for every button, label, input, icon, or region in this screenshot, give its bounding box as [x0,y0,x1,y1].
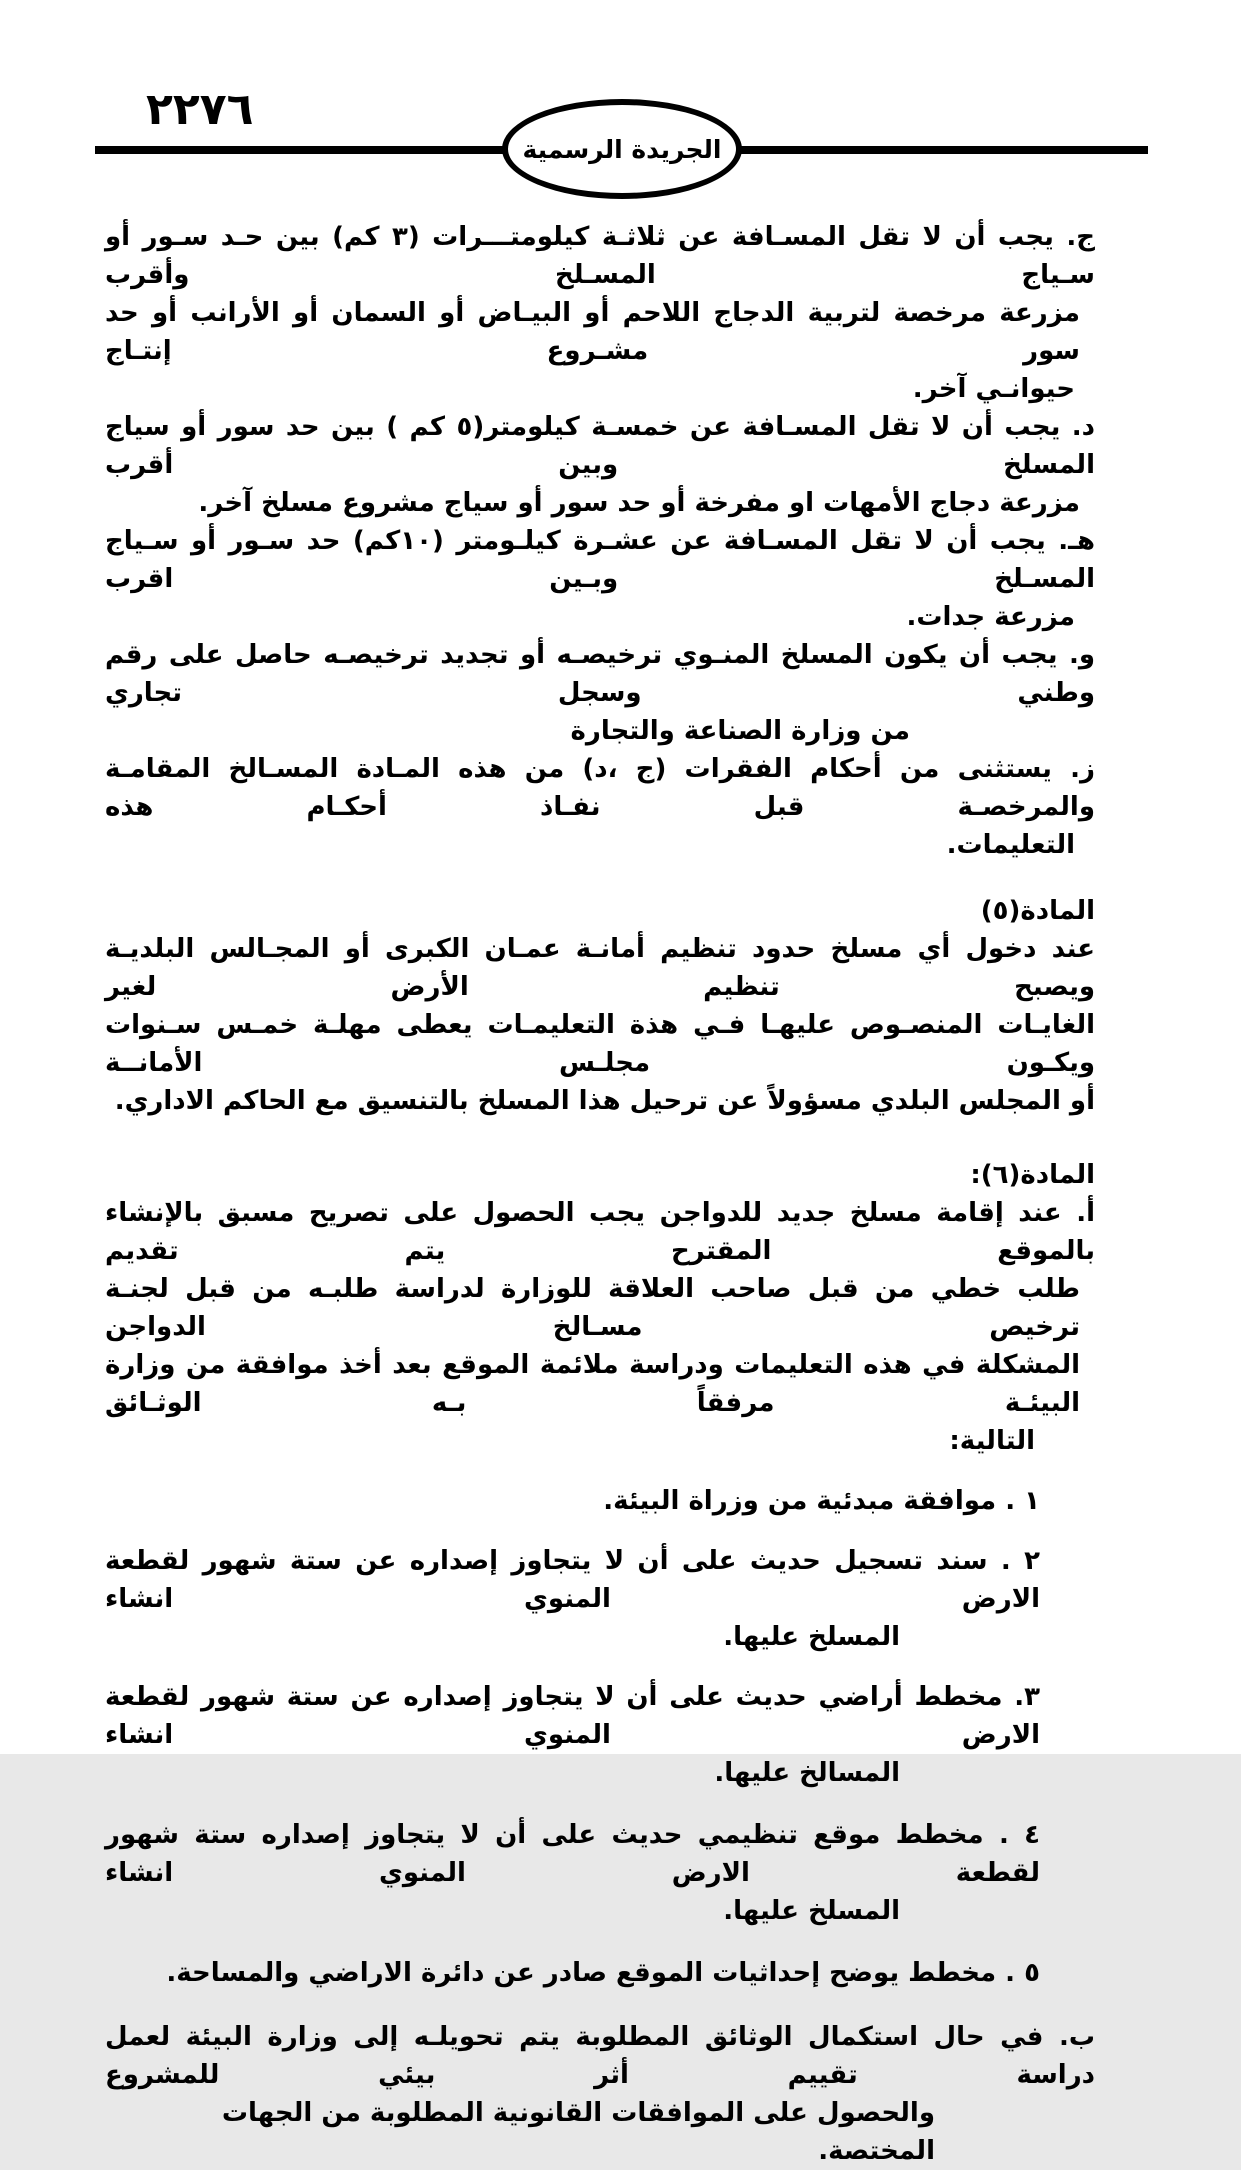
list-item-3-line2: المسالخ عليها. [714,1758,900,1788]
article5-line2: الغايـات المنصـوص عليهـا فـي هذة التعليمـات يعطى مهلـة خمـس سـنوات ويكـون مجلـس الأمانــة [105,1010,1095,1078]
gazette-seal [502,99,742,199]
clause-alef-line2: طلب خطي من قبل صاحب العلاقة للوزارة لدراسة طلبـه من قبل لجنـة ترخيص مسـالخ الدواجن [105,1274,1080,1342]
list-item-1: ١ . موافقة مبدئية من وزراة البيئة. [603,1486,1040,1516]
clause-dal-line1: د. يجب أن لا تقل المسـافة عن خمسـة كيلومتر(٥ كم ) بين حد سور أو سياج المسلخ وبين أقرب [105,412,1095,480]
clause-zay-line1: ز. يستثنى من أحكام الفقرات (ج ،د) من هذه المـادة المسـالخ المقامـة والمرخصـة قبل نفـاذ أحكـام هذه [105,754,1095,822]
list-item-2-line2: المسلخ عليها. [723,1622,900,1652]
list-item-4-line2: المسلخ عليها. [723,1896,900,1926]
clause-waw-line2: من وزارة الصناعة والتجارة [570,716,910,746]
list-item-4-line1: ٤ . مخطط موقع تنظيمي حديث على أن لا يتجاوز إصداره ستة شهور لقطعة الارض المنوي انشاء [105,1820,1040,1888]
article5-line3: أو المجلس البلدي مسؤولاً عن ترحيل هذا المسلخ بالتنسيق مع الحاكم الاداري. [114,1086,1095,1116]
gazette-title: الجريدة الرسمية [522,134,722,164]
page-number: ٢٢٧٦ [146,84,254,135]
clause-ha-line1: هـ. يجب أن لا تقل المسـافة عن عشـرة كيلـومتر (١٠كم) حد سـور أو سـياج المسـلخ وبـين اقرب [105,526,1095,594]
clause-dal-line2: مزرعة دجاج الأمهات او مفرخة أو حد سور أو سياج مشروع مسلخ آخر. [198,488,1080,518]
clause-jeem-line1: ج. يجب أن لا تقل المسـافة عن ثلاثـة كيلومتـــرات (٣ كم) بين حـد سـور أو سـياج المسـلخ وأقرب [105,222,1095,290]
list-item-5: ٥ . مخطط يوضح إحداثيات الموقع صادر عن دائرة الاراضي والمساحة. [166,1958,1040,1988]
clause-alef-line3: المشكلة في هذه التعليمات ودراسة ملائمة الموقع بعد أخذ موافقة من وزارة البيئـة مرفقاً بـه الوثـائق [105,1350,1080,1418]
article5-line1: عند دخول أي مسلخ حدود تنظيم أمانـة عمـان الكبرى أو المجـالس البلديـة ويصبح تنظيم الأرض لغير [105,934,1095,1002]
list-item-3-line1: ٣. مخطط أراضي حديث على أن لا يتجاوز إصداره عن ستة شهور لقطعة الارض المنوي انشاء [105,1682,1040,1750]
article5-title: المادة(٥) [980,896,1095,926]
clause-zay-line2: التعليمات. [946,830,1075,860]
article6-title: المادة(٦): [970,1160,1095,1190]
clause-waw-line1: و. يجب أن يكون المسلخ المنـوي ترخيصـه أو تجديد ترخيصـه حاصل على رقم وطني وسجل تجاري [105,640,1095,708]
clause-jeem-line3: حيوانـي آخر. [912,374,1075,404]
list-item-2-line1: ٢ . سند تسجيل حديث على أن لا يتجاوز إصداره عن ستة شهور لقطعة الارض المنوي انشاء [105,1546,1040,1614]
clause-ha-line2: مزرعة جدات. [906,602,1075,632]
clause-ba-line2: والحصول على الموافقات القانونية المطلوبة من الجهات المختصة. [221,2098,935,2166]
clause-alef-line4: التالية: [949,1426,1035,1456]
document-body [105,218,1095,2170]
clause-alef-line1: أ. عند إقامة مسلخ جديد للدواجن يجب الحصول على تصريح مسبق بالإنشاء بالموقع المقترح يتم تقديم [105,1198,1095,1266]
clause-jeem-line2: مزرعة مرخصة لتربية الدجاج اللاحم أو البيـاض أو السمان أو الأرانب أو حد سور مشـروع إنتـاج [105,298,1080,366]
clause-ba-line1: ب. في حال استكمال الوثائق المطلوبة يتم تحويلـه إلى وزارة البيئة لعمل دراسة تقييم أثر بيئي للمشروع [105,2022,1095,2090]
